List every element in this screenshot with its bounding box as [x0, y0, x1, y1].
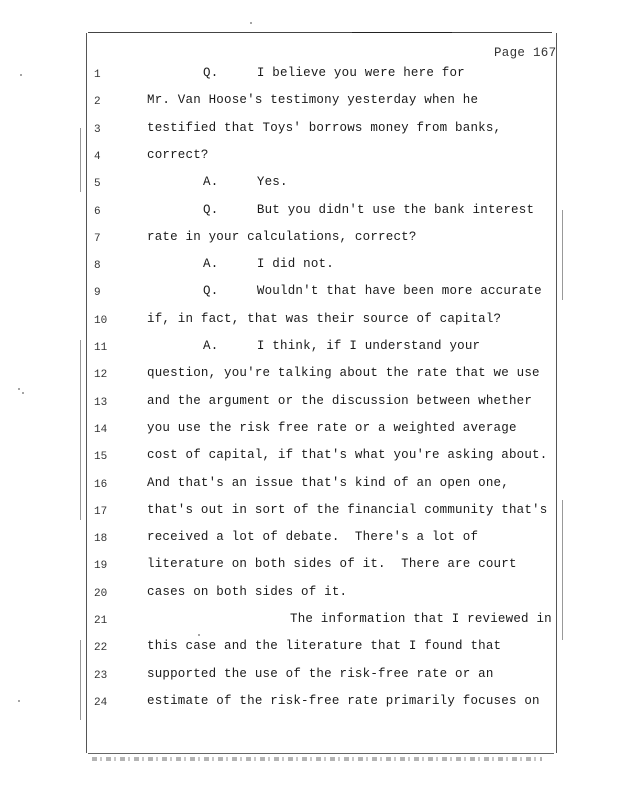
line-text: you use the risk free rate or a weighted average	[147, 420, 517, 435]
line-text: that's out in sort of the financial community that's	[147, 502, 548, 517]
line-text: A. Yes.	[203, 175, 288, 190]
transcript-line	[0, 585, 618, 605]
line-number: 14	[94, 423, 108, 436]
transcript-line	[0, 448, 618, 468]
scan-speck	[22, 392, 24, 394]
line-text: Mr. Van Hoose's testimony yesterday when he	[147, 93, 479, 108]
line-number: 16	[94, 478, 108, 491]
line-number: 21	[94, 615, 108, 627]
scan-mark	[80, 640, 81, 720]
line-text: And that's an issue that's kind of an open one,	[147, 475, 509, 490]
line-text: cases on both sides of it.	[147, 584, 348, 599]
transcript-line	[0, 284, 618, 304]
line-number: 11	[94, 342, 108, 354]
line-number: 20	[94, 587, 108, 600]
transcript-line	[0, 230, 618, 250]
line-text: A. I did not.	[203, 257, 334, 272]
line-text: cost of capital, if that's what you're asking about.	[147, 448, 548, 463]
bottom-rule	[88, 753, 554, 754]
line-number: 12	[94, 369, 108, 382]
transcript-line	[0, 639, 618, 659]
scan-speck	[250, 22, 252, 24]
transcript-line	[0, 148, 618, 168]
line-number: 13	[94, 396, 108, 409]
line-number: 18	[94, 533, 108, 546]
transcript-line	[0, 339, 618, 359]
line-text: literature on both sides of it. There are court	[147, 557, 517, 572]
line-text: A. I think, if I understand your	[203, 339, 481, 353]
scan-speck	[198, 634, 200, 636]
transcript-line	[0, 476, 618, 496]
line-number: 24	[94, 696, 108, 709]
line-text: Q. I believe you were here for	[203, 66, 465, 80]
line-number: 23	[94, 669, 108, 682]
line-number: 4	[94, 150, 101, 163]
transcript-line	[0, 421, 618, 441]
transcript-line	[0, 175, 618, 195]
line-number: 15	[94, 451, 108, 464]
transcript-line	[0, 694, 618, 714]
line-text: question, you're talking about the rate that we use	[147, 366, 540, 381]
line-number: 17	[94, 505, 108, 518]
line-text: Q. Wouldn't that have been more accurate	[203, 284, 542, 299]
line-number: 5	[94, 178, 101, 191]
scan-mark	[80, 128, 81, 192]
top-rule-accent	[352, 32, 452, 33]
line-text: The information that I reviewed in	[290, 612, 552, 626]
transcript-line	[0, 66, 618, 86]
transcript-line	[0, 121, 618, 141]
transcript-line	[0, 557, 618, 577]
line-number: 3	[94, 123, 101, 136]
line-number: 6	[94, 205, 101, 218]
scan-mark	[562, 500, 563, 640]
transcript-line	[0, 312, 618, 332]
scan-mark	[80, 340, 81, 520]
line-number: 2	[94, 96, 101, 109]
transcript-line	[0, 203, 618, 223]
line-text: this case and the literature that I found that	[147, 639, 502, 654]
line-text: Q. But you didn't use the bank interest	[203, 202, 535, 217]
page-number: Page 167	[494, 46, 557, 60]
transcript-line	[0, 530, 618, 550]
line-text: if, in fact, that was their source of capital?	[147, 311, 502, 326]
line-text: estimate of the risk-free rate primarily focuses on	[147, 693, 540, 708]
transcript-line	[0, 394, 618, 414]
transcript-line	[0, 93, 618, 113]
line-number: 9	[94, 287, 101, 300]
top-rule	[88, 32, 552, 33]
scan-mark	[562, 210, 563, 300]
transcript-line	[0, 257, 618, 277]
line-text: testified that Toys' borrows money from banks,	[147, 120, 502, 135]
scan-speck	[18, 388, 20, 390]
line-number: 8	[94, 260, 101, 273]
line-text: correct?	[147, 147, 209, 162]
scan-speck	[18, 700, 20, 702]
line-text: supported the use of the risk-free rate or an	[147, 666, 494, 681]
line-text: received a lot of debate. There's a lot of	[147, 530, 479, 545]
transcript-line	[0, 667, 618, 687]
scan-speck	[20, 74, 22, 76]
transcript-line	[0, 612, 618, 632]
line-text: and the argument or the discussion between whether	[147, 393, 533, 408]
line-number: 1	[94, 69, 101, 81]
line-text: rate in your calculations, correct?	[147, 229, 417, 244]
transcript-line	[0, 366, 618, 386]
transcript-line	[0, 503, 618, 523]
line-number: 7	[94, 232, 101, 245]
line-number: 19	[94, 560, 108, 573]
footer-scan-artifact	[92, 757, 542, 761]
line-number: 10	[94, 314, 108, 327]
line-number: 22	[94, 642, 108, 655]
